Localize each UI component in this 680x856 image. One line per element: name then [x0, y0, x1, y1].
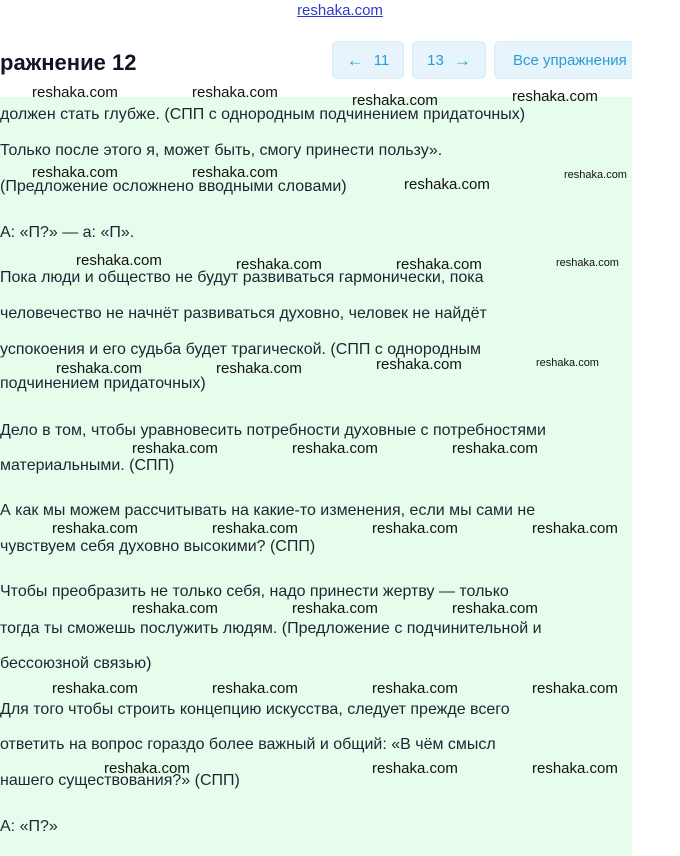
watermark: reshaka.com	[452, 440, 538, 457]
watermark: reshaka.com	[292, 440, 378, 457]
page-title: ражнение 12	[0, 50, 137, 75]
answer-line: Чтобы преобразить не только себя, надо принести жертву — только	[0, 583, 509, 600]
answer-line: ответить на вопрос гораздо более важный и общий: «В чём смысл	[0, 736, 496, 753]
watermark: reshaka.com	[212, 680, 298, 697]
answer-line: А: «П?» — а: «П».	[0, 224, 135, 241]
arrow-left-icon: ←	[346, 50, 364, 70]
answer-line: нашего существования?» (СПП)	[0, 772, 240, 789]
answer-line: Дело в том, чтобы уравновесить потребности духовные с потребностями	[0, 422, 546, 439]
watermark: reshaka.com	[512, 88, 598, 105]
watermark: reshaka.com	[32, 84, 118, 101]
watermark: reshaka.com	[76, 252, 162, 269]
answer-line: материальными. (СПП)	[0, 457, 175, 474]
watermark: reshaka.com	[564, 169, 627, 181]
watermark: reshaka.com	[556, 257, 619, 269]
next-exercise-label: 13	[427, 51, 444, 69]
answer-line: человечество не начнёт развиваться духовно, человек не найдёт	[0, 305, 487, 322]
answer-line: успокоения и его судьба будет трагической. (СПП с однородным	[0, 341, 481, 358]
answer-line: чувствуем себя духовно высокими? (СПП)	[0, 538, 316, 555]
watermark: reshaka.com	[404, 176, 490, 193]
answer-line: (Предложение осложнено вводными словами)	[0, 178, 347, 195]
answer-line: тогда ты сможешь послужить людям. (Предложение с подчинительной и	[0, 620, 542, 637]
watermark: reshaka.com	[104, 760, 190, 777]
answer-line: Только после этого я, может быть, смогу принести пользу».	[0, 142, 443, 159]
answer-line: должен стать глубже. (СПП с однородным подчинением придаточных)	[0, 106, 526, 123]
answer-line: бессоюзной связью)	[0, 655, 152, 672]
site-link[interactable]: reshaka.com	[297, 2, 383, 19]
prev-exercise-button[interactable]	[332, 41, 404, 79]
answer-line: подчинением придаточных)	[0, 375, 206, 392]
answer-line: А: «П?»	[0, 818, 58, 835]
watermark: reshaka.com	[132, 440, 218, 457]
watermark: reshaka.com	[236, 256, 322, 273]
arrow-right-icon: →	[453, 50, 471, 70]
watermark: reshaka.com	[52, 520, 138, 537]
watermark: reshaka.com	[192, 84, 278, 101]
answer-line: Для того чтобы строить концепцию искусства, следует прежде всего	[0, 701, 510, 718]
watermark: reshaka.com	[212, 520, 298, 537]
watermark: reshaka.com	[536, 357, 599, 369]
watermark: reshaka.com	[372, 520, 458, 537]
watermark: reshaka.com	[532, 760, 618, 777]
watermark: reshaka.com	[372, 760, 458, 777]
watermark: reshaka.com	[216, 360, 302, 377]
watermark: reshaka.com	[132, 600, 218, 617]
watermark: reshaka.com	[52, 680, 138, 697]
watermark: reshaka.com	[32, 164, 118, 181]
watermark: reshaka.com	[532, 680, 618, 697]
watermark: reshaka.com	[532, 520, 618, 537]
prev-exercise-label: 11	[373, 51, 390, 69]
exercise-header	[0, 40, 680, 82]
watermark: reshaka.com	[452, 600, 538, 617]
all-exercises-button[interactable]	[494, 41, 632, 79]
watermark: reshaka.com	[56, 360, 142, 377]
watermark: reshaka.com	[372, 680, 458, 697]
watermark: reshaka.com	[352, 92, 438, 109]
watermark: reshaka.com	[376, 356, 462, 373]
answer-line: Пока люди и общество не будут развиваться гармонически, пока	[0, 269, 484, 286]
answer-line: А как мы можем рассчитывать на какие-то изменения, если мы сами не	[0, 502, 536, 519]
watermark: reshaka.com	[192, 164, 278, 181]
watermark: reshaka.com	[396, 256, 482, 273]
all-exercises-label: Все упражнения	[513, 51, 627, 69]
answer-content	[0, 97, 632, 856]
next-exercise-button[interactable]	[412, 41, 486, 79]
watermark: reshaka.com	[292, 600, 378, 617]
